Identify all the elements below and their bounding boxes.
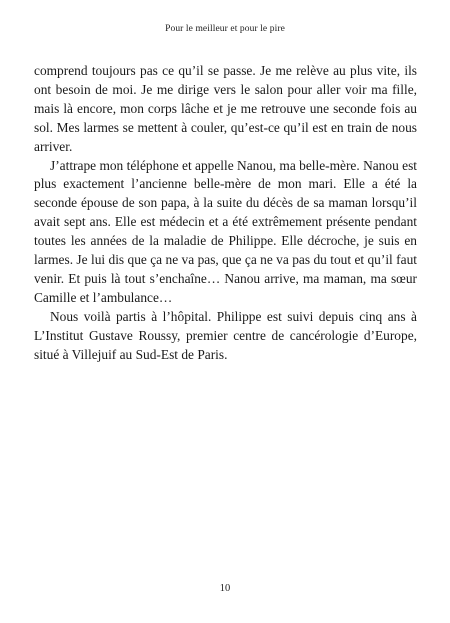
body-text: [34, 62, 417, 365]
running-header: Pour le meilleur et pour le pire: [165, 24, 285, 34]
page-number: 10: [219, 583, 231, 594]
paragraph-3: Nous voilà partis à l’hôpital. Philippe est suivi depuis cinq ans à L’Institut Gustave Roussy, premier centre de cancérologie d’Europe, situé à Villejuif au Sud-Est de Paris.: [34, 308, 417, 362]
paragraph-2: J’attrape mon téléphone et appelle Nanou, ma belle-mère. Nanou est plus exactement l’ancienne belle-mère de mon mari. Elle a été la seconde épouse de son papa, à la suite du décès de sa maman lorsqu’il avait sept ans. Elle est médecin et a été extrêmement présente pendant toutes les années de la maladie de Philippe. Elle décroche, je suis en larmes. Je lui dis que ça ne va pas, que ça ne va pas du tout et qu’il faut venir. Et puis là tout s’enchaîne… Nanou arrive, ma maman, ma sœur Camille et l’ambulance…: [34, 157, 417, 305]
paragraph-1: comprend toujours pas ce qu’il se passe. Je me relève au plus vite, ils ont besoin de moi. Je me dirige vers le salon pour aller voir ma fille, mais là encore, mon corps lâche et je me retrouve une seconde fois au sol. Mes larmes se mettent à couler, qu’est-ce qu’il est en train de nous arriver.: [34, 63, 417, 154]
